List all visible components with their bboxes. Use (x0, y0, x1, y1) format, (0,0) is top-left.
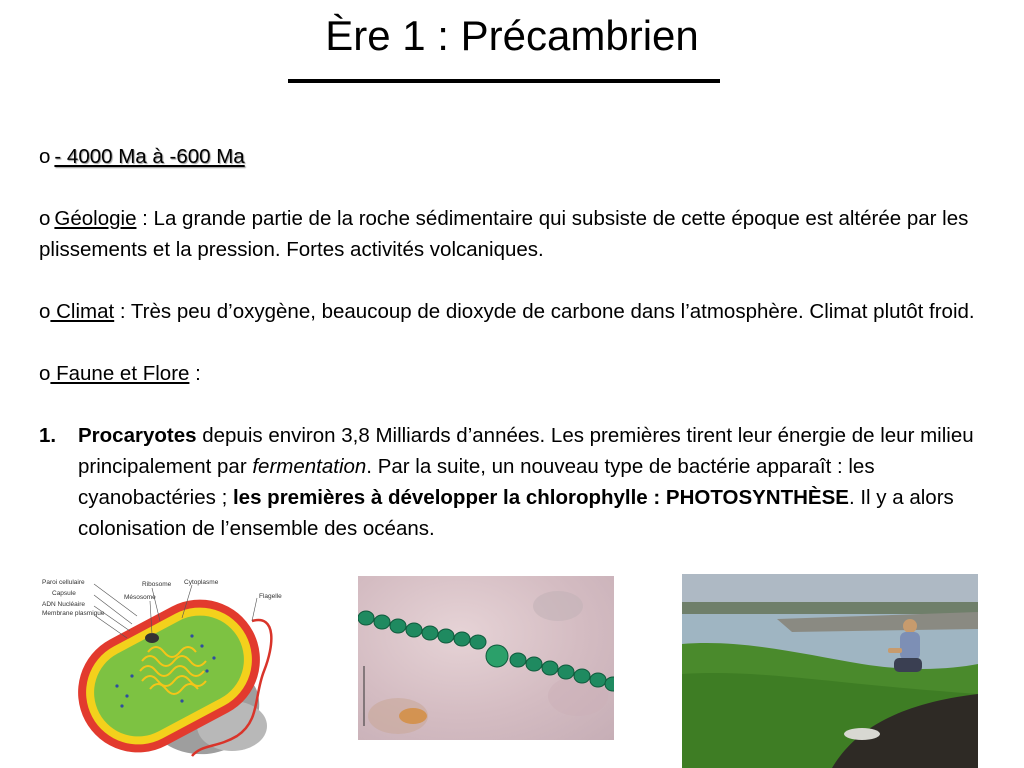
label-paroi: Paroi cellulaire (42, 579, 85, 586)
cyanobacteria-micrograph (358, 576, 614, 740)
procaryotes-text-1: depuis environ 3,8 Milliards d’années. Les premières tirent leur énergie de leur milieu principalement par (78, 424, 974, 478)
climat-text: : Très peu d’oxygène, beaucoup de dioxyde de carbone dans l’atmosphère. Climat plutôt froid. (114, 300, 975, 323)
procaryotes-label: Procaryotes (78, 424, 197, 447)
label-cytoplasme: Cytoplasme (184, 579, 219, 586)
bullet: o (39, 362, 51, 385)
title-underline (288, 79, 720, 83)
label-membrane: Membrane plasmique (42, 610, 105, 617)
faune-text: : (189, 362, 201, 385)
fermentation-term: fermentation (252, 455, 367, 478)
bullet: o (39, 145, 51, 168)
dates-paragraph (39, 141, 984, 172)
climat-label: Climat (50, 300, 115, 323)
faune-label: Faune et Flore (50, 362, 190, 385)
faune-paragraph (39, 358, 984, 389)
geologie-paragraph (39, 203, 984, 265)
label-capsule: Capsule (52, 590, 76, 597)
label-adn: ADN Nucléaire (42, 601, 85, 608)
label-mesosome: Mésosome (124, 594, 156, 601)
photosynthese-statement: les premières à développer la chlorophylle : PHOTOSYNTHÈSE (232, 486, 849, 509)
geologie-text: : La grande partie de la roche sédimentaire qui subsiste de cette époque est altérée par les plissements et la pression. Fortes activités volcaniques. (39, 207, 969, 261)
bullet: o (39, 207, 51, 230)
bullet: o (39, 300, 51, 323)
climat-paragraph (39, 296, 984, 327)
algae-lake-photo (682, 574, 978, 768)
procaryotes-text-3: . Il y a alors colonisation de l’ensemble des océans. (78, 486, 954, 540)
geologie-label: Géologie (54, 207, 137, 230)
dates-text: - 4000 Ma à -600 Ma (54, 145, 245, 168)
procaryotes-text-2: . Par la suite, un nouveau type de bactérie apparaît : les cyanobactéries ; (78, 455, 875, 509)
slide-title: Ère 1 : Précambrien (325, 12, 699, 59)
label-flagelle: Flagelle (259, 593, 282, 600)
slide-content (39, 141, 984, 544)
list-number: 1. (39, 424, 57, 447)
prokaryote-diagram (42, 576, 300, 762)
label-ribosome: Ribosome (142, 581, 172, 588)
mesosome (145, 633, 159, 643)
cyanobacteria-filament (358, 611, 614, 691)
list-item-procaryotes (39, 420, 984, 544)
